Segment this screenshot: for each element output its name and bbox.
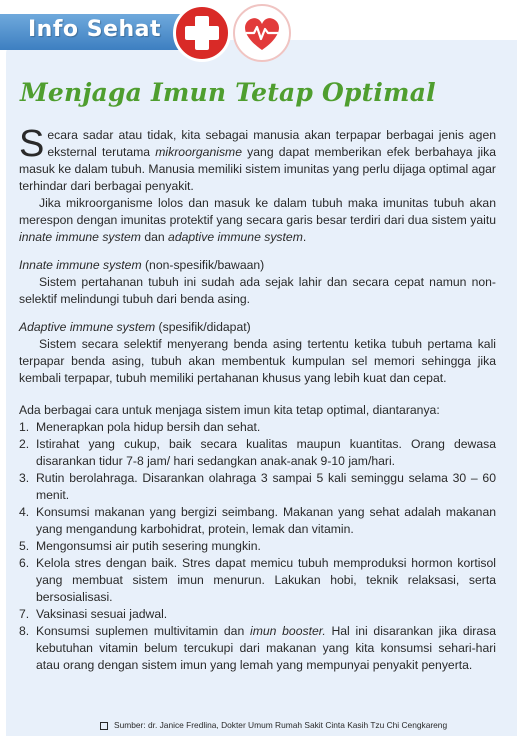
list-number: 6. [19,556,30,570]
list-item [19,419,496,436]
article-title: Menjaga Imun Tetap Optimal [20,78,436,107]
innate-heading [19,257,496,274]
innate-heading-note: (non-spesifik/bawaan) [141,258,265,272]
adaptive-heading-note: (spesifik/didapat) [155,320,251,334]
list-number: 4. [19,505,30,519]
innate-heading-term: Innate immune system [19,258,142,272]
list-number: 1. [19,420,30,434]
intro-text: ecara sadar atau tidak, kita sebagai manusia akan terpapar berbagai jenis agen eksternal terutama [47,128,496,159]
list-number: 5. [19,539,30,553]
section-label: Info Sehat [28,17,161,42]
list-text: Istirahat yang cukup, baik secara kualitas maupun kuantitas. Orang dewasa disarankan tidur 7-8 jam/ hari sedangkan anak-anak 9-10 jam/hari. [36,437,496,468]
intro-text: Jika mikroorganisme lolos dan masuk ke dalam tubuh maka imunitas tubuh akan merespon dengan imunitas protektif yang secara garis besar terdiri dari dua sistem yaitu [19,196,496,227]
list-item [19,538,496,555]
list-number: 3. [19,471,30,485]
intro-text: dan [140,230,169,244]
list-intro: Ada berbagai cara untuk menjaga sistem imun kita tetap optimal, diantaranya: [19,403,440,417]
drop-cap: S [19,123,45,165]
list-item [19,436,496,470]
list-number: 2. [19,437,30,451]
list-text: Vaksinasi sesuai jadwal. [36,607,168,621]
list-text: Konsumsi makanan yang bergizi seimbang. Makanan yang sehat adalah makanan yang mengandung karbohidrat, protein, lemak dan vitamin. [36,505,496,536]
medical-cross-icon [173,4,231,62]
article-body [19,123,497,674]
innate-body: Sistem pertahanan tubuh ini sudah ada sejak lahir dan secara cepat namun non-selektif melindungi tubuh dari benda asing. [19,275,496,306]
intro-emphasis: mikroorganisme [155,145,242,159]
checkbox-bullet-icon [100,722,108,730]
list-item [19,606,496,623]
intro-paragraph-2 [19,195,496,246]
term-adaptive: adaptive immune system [168,230,303,244]
adaptive-heading [19,319,496,336]
term-innate: innate immune system [19,230,141,244]
list-number: 7. [19,607,30,621]
list-text: Kelola stres dengan baik. Stres dapat memicu tubuh memproduksi hormon kortisol yang membuat sistem imun menurun. Lakukan hobi, teknik relaksasi, serta bersosialisasi. [36,556,496,604]
list-item [19,470,496,504]
list-item [19,555,496,606]
adaptive-body: Sistem secara selektif menyerang benda asing tertentu ketika tubuh pertama kali terpapar benda asing, tubuh akan membentuk kumpulan sel memori sehingga jika kembali terpapar, tubuh memiliki pertahanan khusus yang lebih kuat dan cepat. [19,337,496,385]
list-item [19,623,496,674]
list-number: 8. [19,624,30,638]
heart-pulse-icon [233,4,291,62]
list-emphasis: imun booster. [249,624,326,638]
source-credit [100,720,447,730]
intro-paragraph-1 [19,123,496,195]
list-text: Rutin berolahraga. Disarankan olahraga 3 sampai 5 kali seminggu selama 30 – 60 menit. [36,471,496,502]
list-text: Konsumsi suplemen multivitamin dan [36,624,250,638]
list-item [19,504,496,538]
list-text: Mengonsumsi air putih sesering mungkin. [36,539,261,553]
list-text: Hal ini disarankan jika dirasa kebutuhan vitamin belum tercukupi dari makanan yang kita konsumsi sehari-hari atau orang dengan sistem imun yang lemah yang mempunyai penyakit penyerta. [36,624,497,672]
list-text: Menerapkan pola hidup bersih dan sehat. [36,420,261,434]
intro-text: yang dapat memberikan efek berbahaya jika masuk ke dalam tubuh. Manusia memiliki sistem imunitas yang perlu dijaga optimal agar terhindar dari berbagai penyakit. [19,145,496,193]
intro-text: . [302,230,307,244]
adaptive-heading-term: Adaptive immune system [19,320,156,334]
tips-list [19,419,496,674]
source-text: Sumber: dr. Janice Fredlina, Dokter Umum Rumah Sakit Cinta Kasih Tzu Chi Cengkareng [114,720,448,730]
